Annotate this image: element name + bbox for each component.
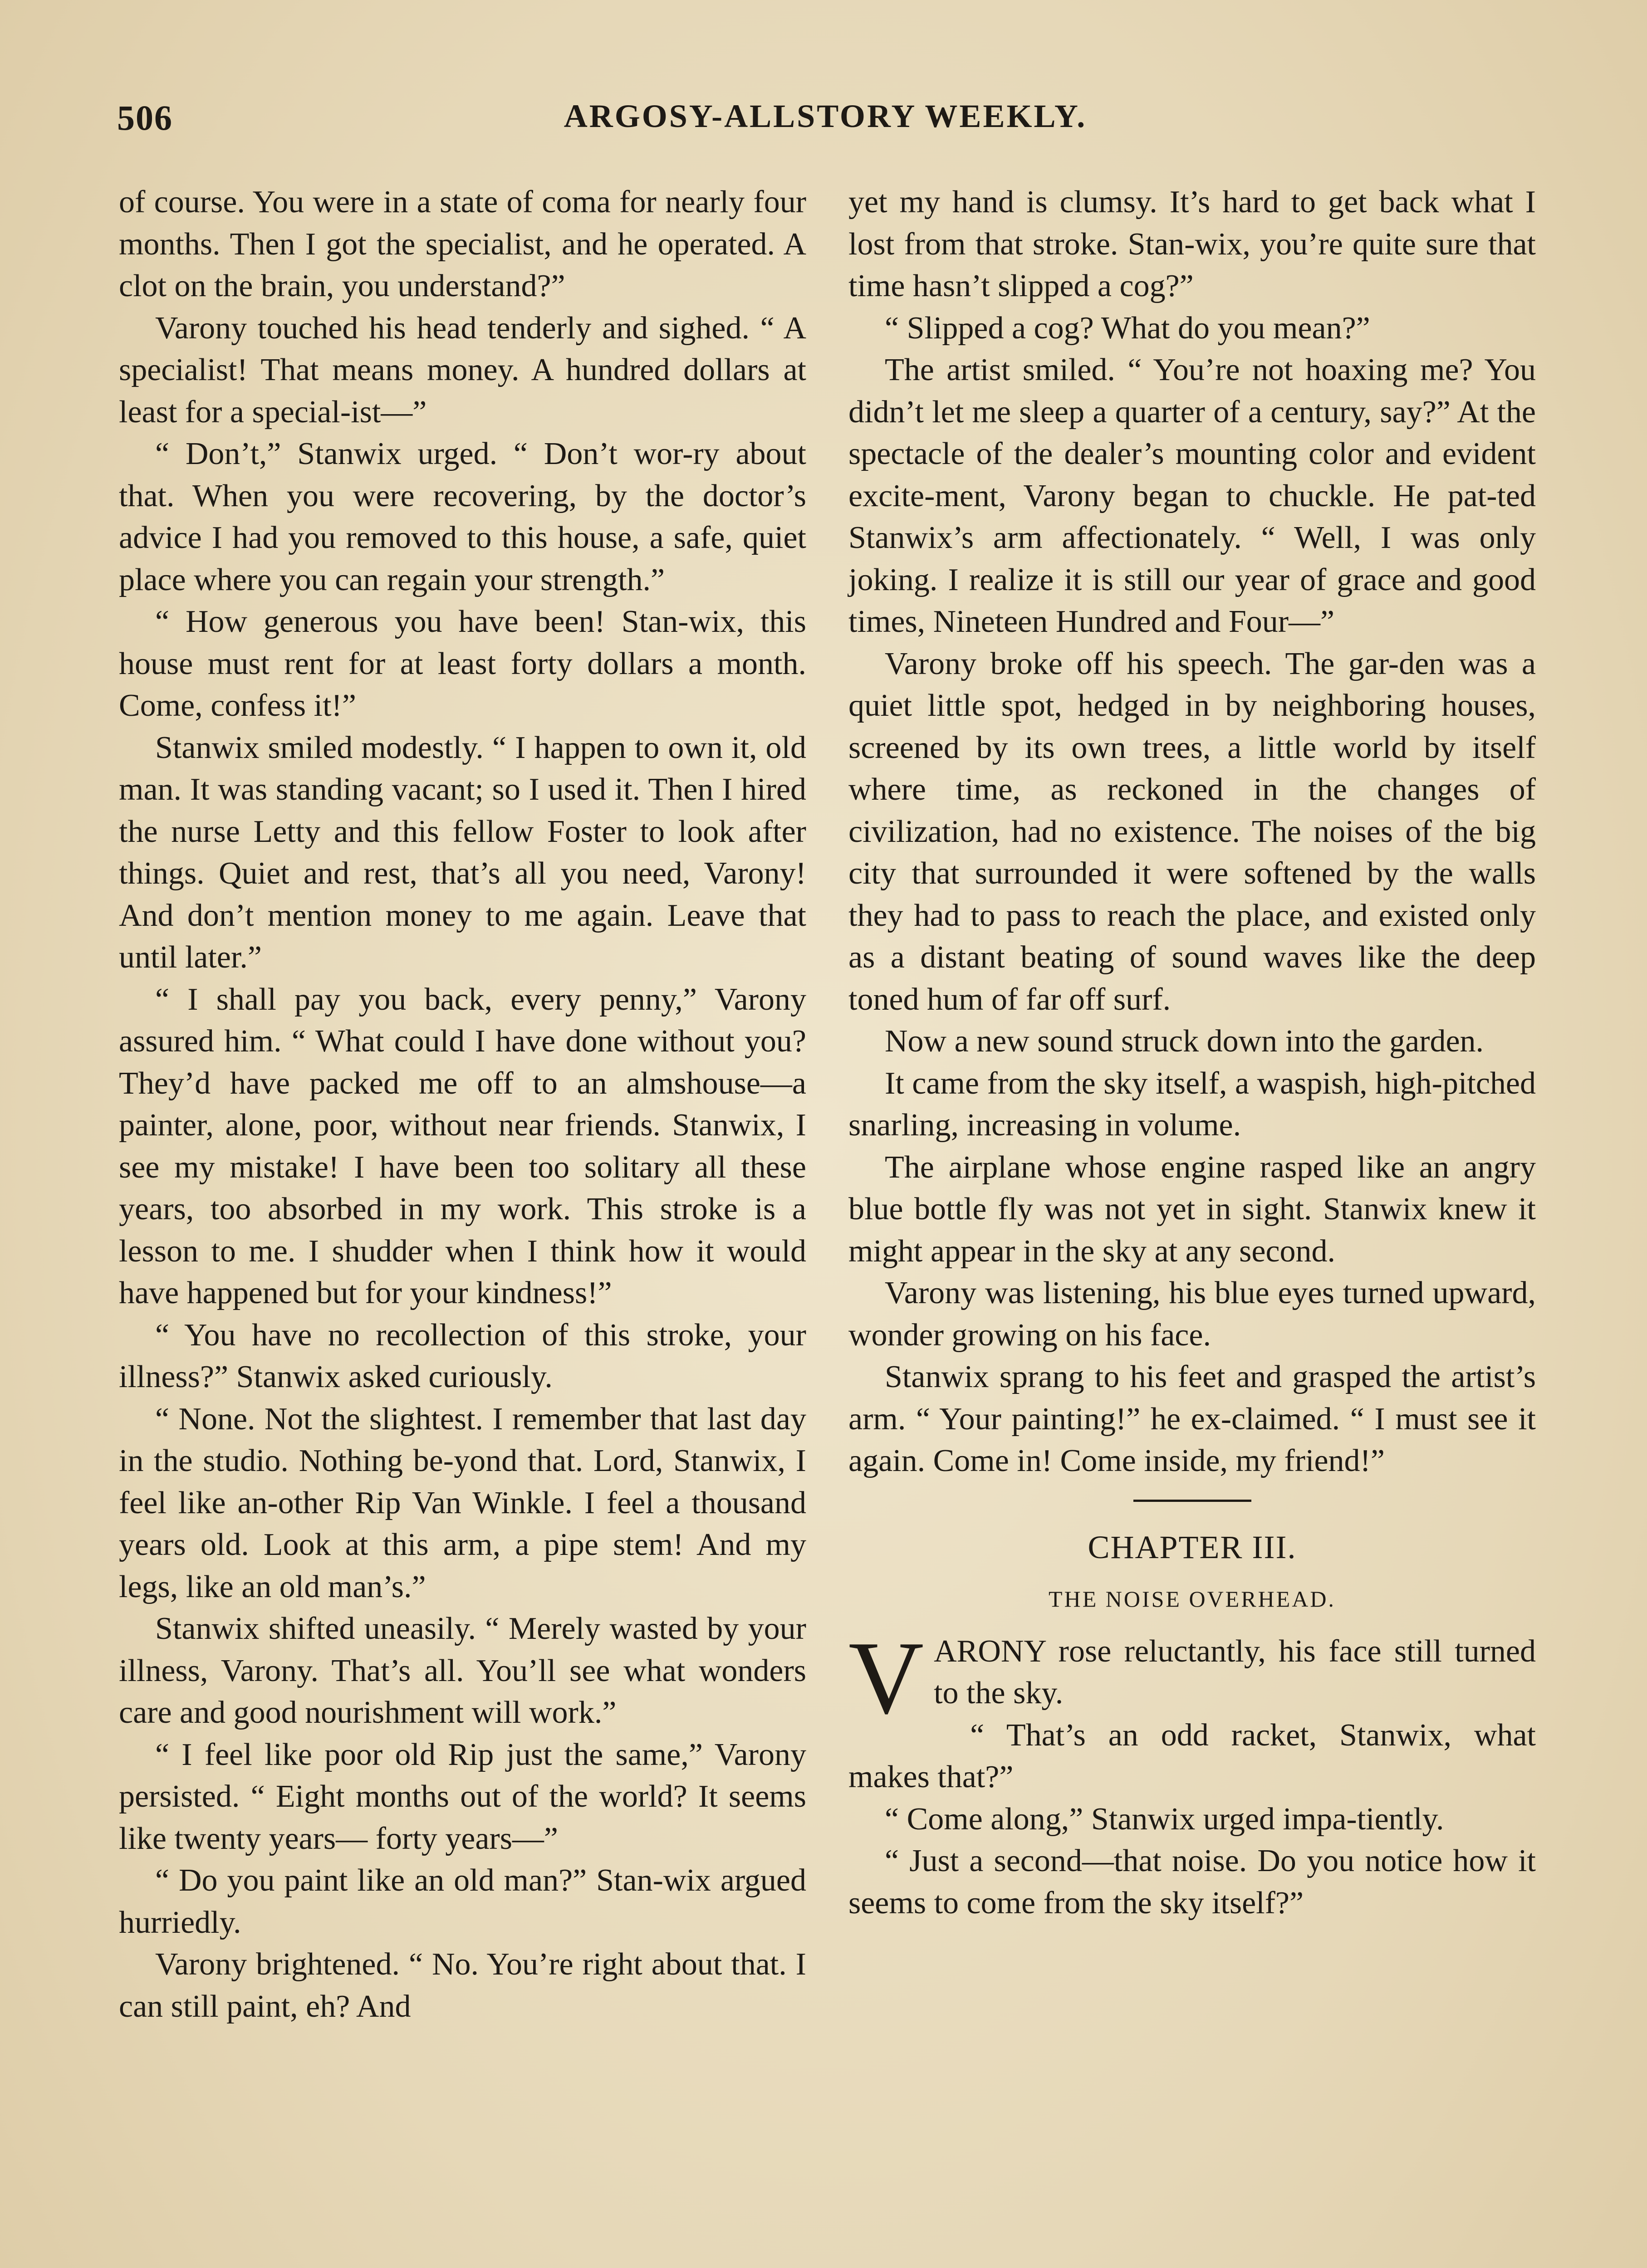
left-column bbox=[119, 181, 806, 2028]
section-divider bbox=[1133, 1500, 1251, 1502]
paragraph: It came from the sky itself, a waspish, high-pitched snarling, increasing in volume. bbox=[848, 1066, 1536, 1143]
paragraph: Varony touched his head tenderly and sighed. “ A specialist! That means money. A hundred dollars at least for a special-ist—” bbox=[119, 310, 806, 430]
page-header bbox=[117, 98, 1534, 147]
page-number: 506 bbox=[117, 98, 173, 137]
paragraph: Stanwix smiled modestly. “ I happen to own it, old man. It was standing vacant; so I used it. Then I hired the nurse Letty and this fellow Foster to look after things. Quiet and rest, that’s all you need, Varony! And don’t mention money to me again. Leave that until later.” bbox=[119, 730, 806, 975]
paragraph: “ Just a second—that noise. Do you notice how it seems to come from the sky itself?” bbox=[848, 1843, 1536, 1921]
drop-cap: V bbox=[848, 1619, 924, 1735]
paragraph: “ How generous you have been! Stan-wix, this house must rent for at least forty dollars a month. Come, confess it!” bbox=[119, 604, 806, 723]
paragraph: Varony broke off his speech. The gar-den was a quiet little spot, hedged in by neighboring houses, screened by its own trees, a little world by itself where time, as reckoned in the changes of civilization, had no existence. The noises of the big city that surrounded it were softened by the walls they had to pass to reach the place, and existed only as a distant beating of sound waves like the deep toned hum of far off surf. bbox=[848, 646, 1536, 1017]
paragraph: “ Come along,” Stanwix urged impa-tiently. bbox=[885, 1801, 1444, 1837]
paragraph: of course. You were in a state of coma for nearly four months. Then I got the specialist, and he operated. A clot on the brain, you understand?” bbox=[119, 185, 806, 303]
paragraph: Varony was listening, his blue eyes turned upward, wonder growing on his face. bbox=[848, 1276, 1536, 1353]
paragraph: The artist smiled. “ You’re not hoaxing me? You didn’t let me sleep a quarter of a century, say?” At the spectacle of the dealer’s mounting color and evident excite-ment, Varony began to chuckle. He pat-ted Stanwix’s arm affectionately. “ Well, I was only joking. I realize it is still our year of grace and good times, Nineteen Hundred and Four—” bbox=[848, 352, 1536, 639]
paragraph: yet my hand is clumsy. It’s hard to get back what I lost from that stroke. Stan-wix, you’re quite sure that time hasn’t slipped a cog?” bbox=[848, 185, 1536, 303]
paragraph: Now a new sound struck down into the garden. bbox=[885, 1024, 1484, 1059]
paragraph: Varony brightened. “ No. You’re right about that. I can still paint, eh? And bbox=[119, 1947, 806, 2024]
paragraph: Stanwix sprang to his feet and grasped the artist’s arm. “ Your painting!” he ex-claimed. “ I must see it again. Come in! Come inside, my friend!” bbox=[848, 1359, 1536, 1478]
paragraph: Stanwix shifted uneasily. “ Merely wasted by your illness, Varony. That’s all. You’ll see what wonders care and good nourishment will work.” bbox=[119, 1611, 806, 1730]
running-title: ARGOSY-ALLSTORY WEEKLY. bbox=[564, 98, 1087, 134]
chapter-title: CHAPTER III. bbox=[1088, 1529, 1297, 1565]
paragraph: “ That’s an odd racket, Stanwix, what makes that?” bbox=[848, 1717, 1536, 1794]
paragraph: “ I feel like poor old Rip just the same,” Varony persisted. “ Eight months out of the world? It seems like twenty years— forty years—” bbox=[119, 1737, 806, 1856]
right-column bbox=[848, 181, 1536, 1924]
chapter-subtitle: THE NOISE OVERHEAD. bbox=[1049, 1586, 1336, 1612]
paragraph: “ Slipped a cog? What do you mean?” bbox=[885, 310, 1370, 346]
paragraph: “ Don’t,” Stanwix urged. “ Don’t wor-ry about that. When you were recovering, by the doctor’s advice I had you removed to this house, a safe, quiet place where you can regain your strength.” bbox=[119, 436, 806, 597]
chapter-opening-paragraph bbox=[848, 1619, 1536, 1735]
paragraph: “ You have no recollection of this stroke, your illness?” Stanwix asked curiously. bbox=[119, 1317, 806, 1394]
paragraph: “ None. Not the slightest. I remember that last day in the studio. Nothing be-yond that. Lord, Stanwix, I feel like an-other Rip Van Winkle. I feel a thousand years old. Look at this arm, a pipe stem! And my legs, like an old man’s.” bbox=[119, 1401, 806, 1604]
paragraph: The airplane whose engine rasped like an angry blue bottle fly was not yet in sight. Stanwix knew it might appear in the sky at any second. bbox=[848, 1149, 1536, 1269]
chapter-opening-text: ARONY rose reluctantly, his face still turned to the sky. bbox=[934, 1633, 1536, 1711]
paragraph: “ Do you paint like an old man?” Stan-wix argued hurriedly. bbox=[119, 1863, 806, 1940]
paragraph: “ I shall pay you back, every penny,” Varony assured him. “ What could I have done without you? They’d have packed me off to an almshouse—a painter, alone, poor, without near friends. Stanwix, I see my mistake! I have been too solitary all these years, too absorbed in my work. This stroke is a lesson to me. I shudder when I think how it would have happened but for your kindness!” bbox=[119, 982, 806, 1310]
